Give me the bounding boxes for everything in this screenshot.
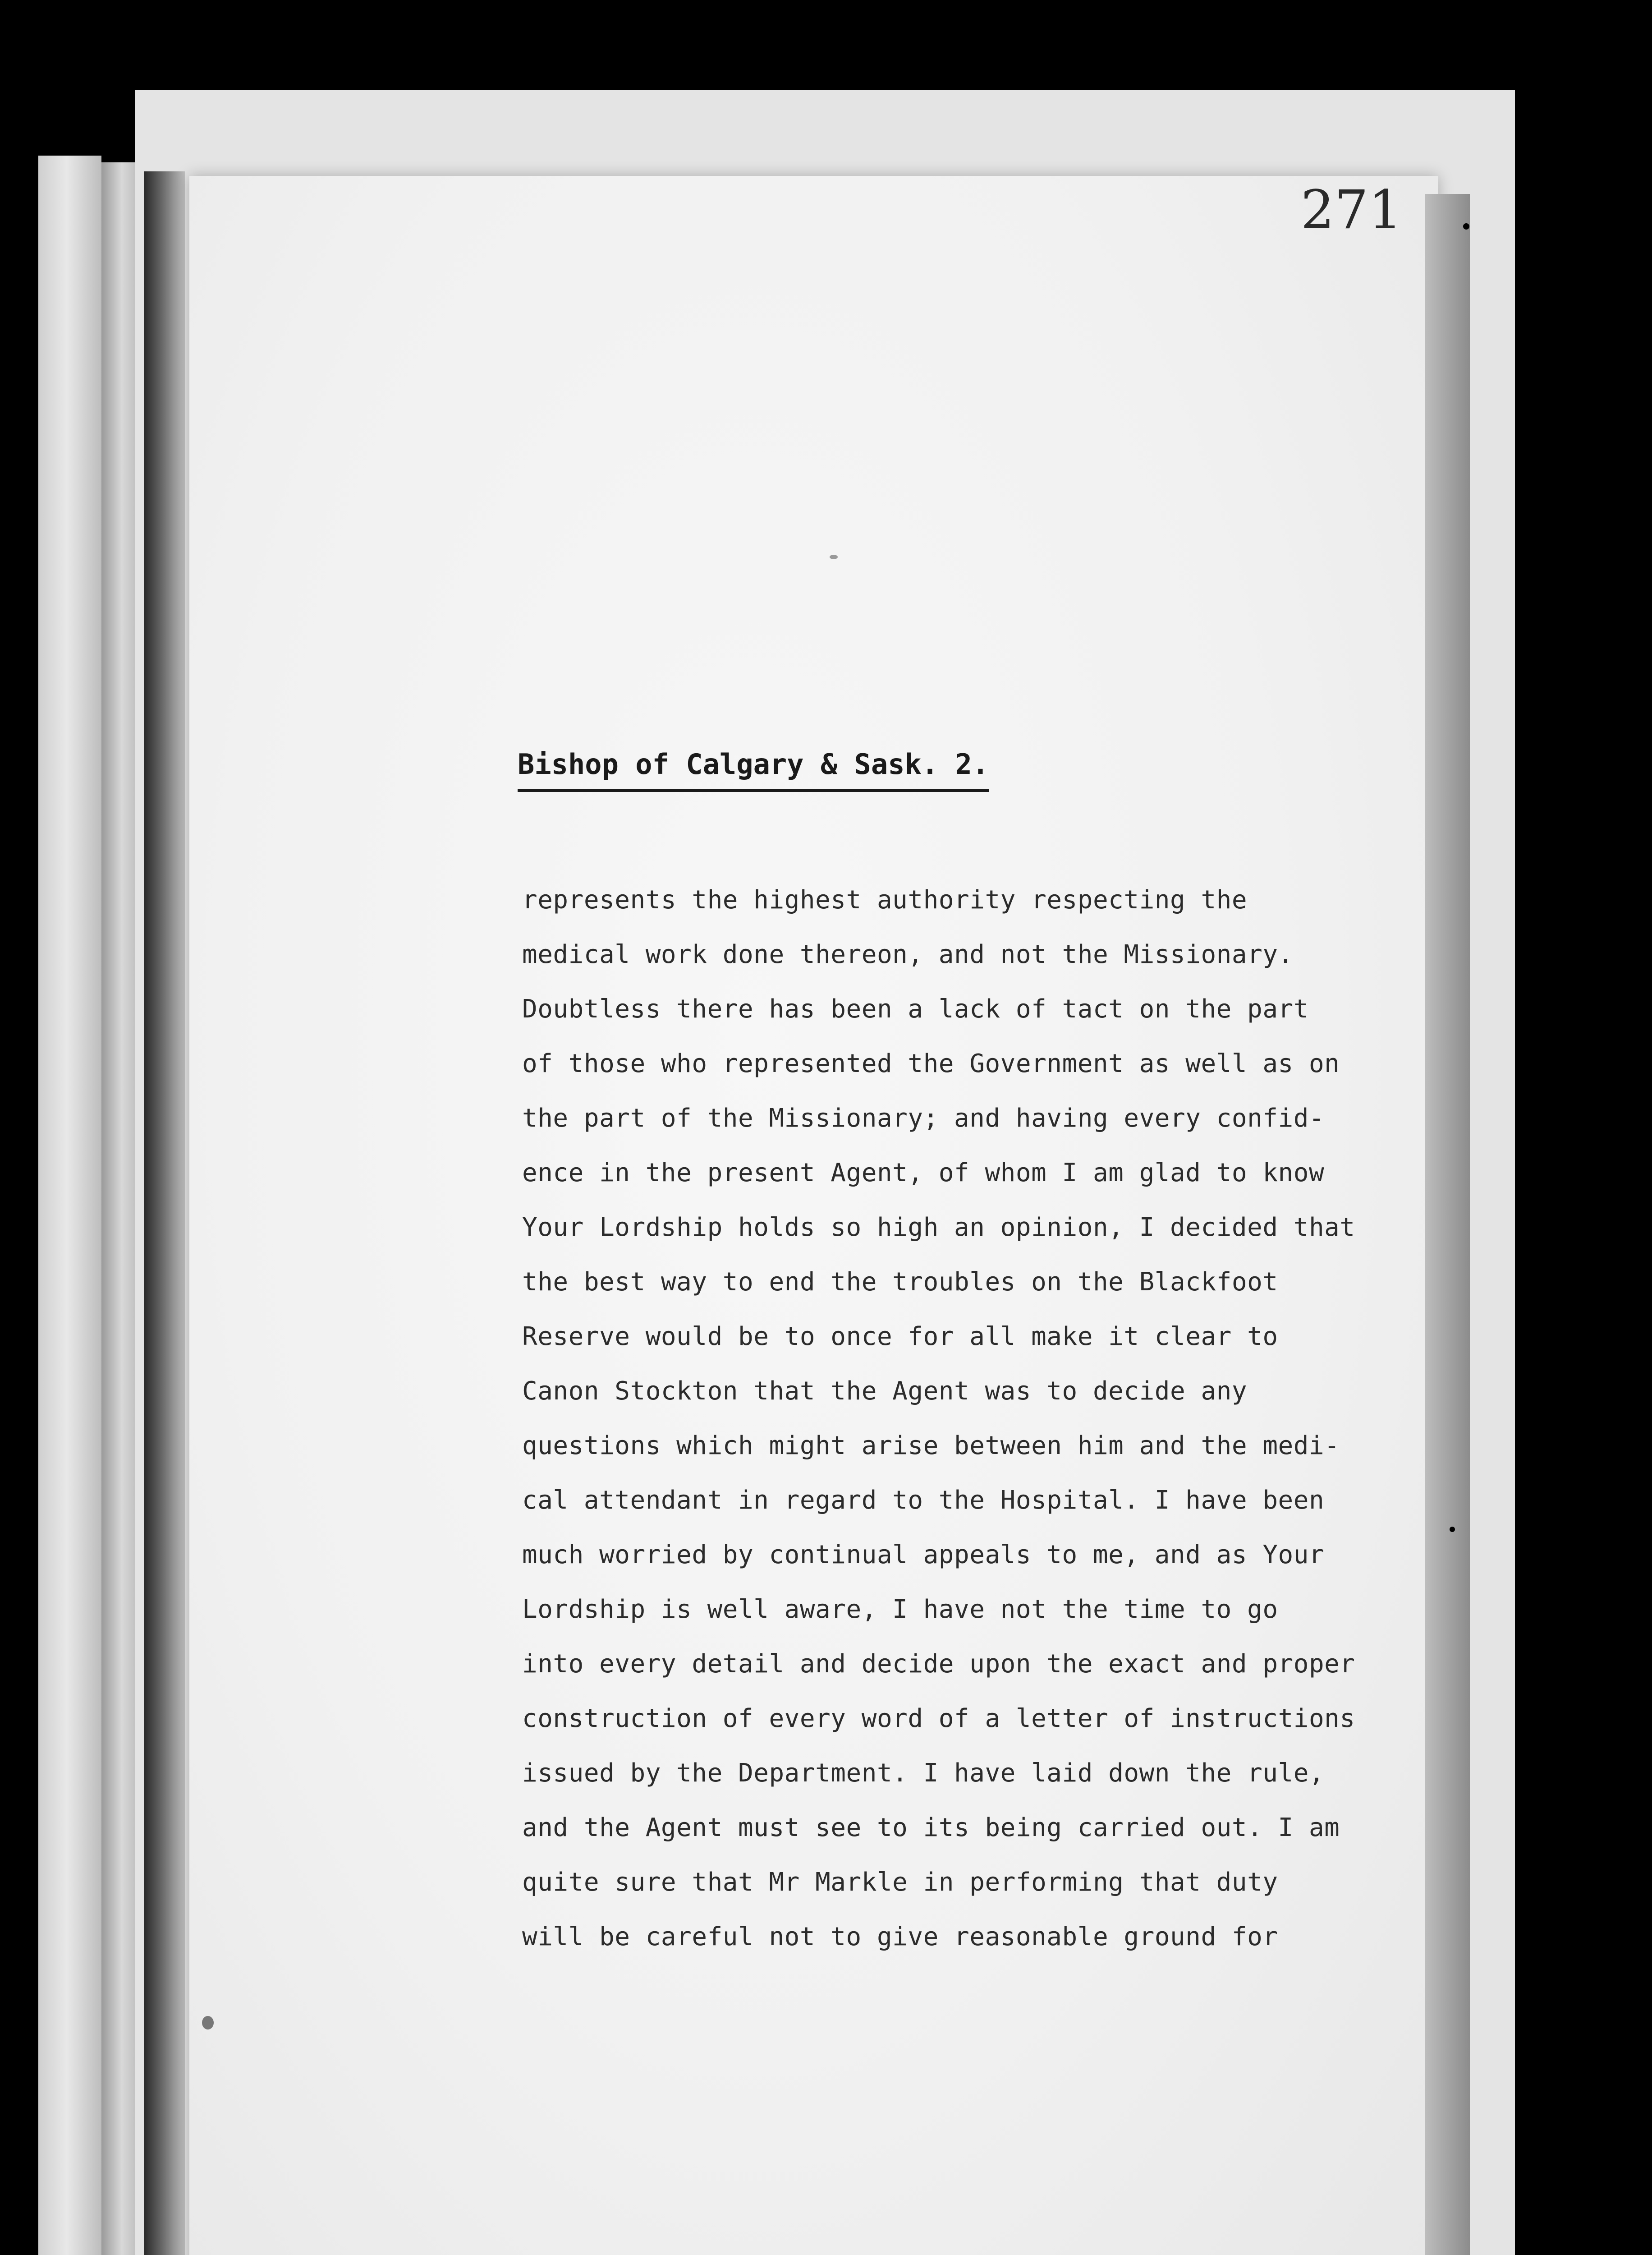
- body-line: ence in the present Agent, of whom I am glad to know: [522, 1158, 1325, 1187]
- body-line: Lordship is well aware, I have not the time to go: [522, 1595, 1278, 1624]
- body-line: the best way to end the troubles on the Blackfoot: [522, 1267, 1278, 1297]
- film-speck: [830, 555, 838, 559]
- page-heading: Bishop of Calgary & Sask. 2.: [518, 740, 989, 792]
- stacked-page-edge: [38, 156, 101, 2255]
- body-line: medical work done thereon, and not the Missionary.: [522, 940, 1294, 969]
- body-line: and the Agent must see to its being carried out. I am: [522, 1813, 1340, 1842]
- body-line: of those who represented the Government as well as on: [522, 1049, 1340, 1078]
- film-speck: [1463, 223, 1469, 230]
- body-line: will be careful not to give reasonable ground for: [522, 1922, 1278, 1951]
- body-line: Your Lordship holds so high an opinion, I decided that: [522, 1213, 1355, 1242]
- letter-body: [522, 873, 1433, 1964]
- body-line: into every detail and decide upon the exact and proper: [522, 1649, 1355, 1679]
- body-line: much worried by continual appeals to me, and as Your: [522, 1540, 1325, 1569]
- folio-number: 271: [1300, 179, 1402, 241]
- body-line: Canon Stockton that the Agent was to decide any: [522, 1376, 1248, 1406]
- body-line: issued by the Department. I have laid down the rule,: [522, 1758, 1325, 1788]
- body-line: Reserve would be to once for all make it clear to: [522, 1322, 1278, 1351]
- body-line: the part of the Missionary; and having every confid-: [522, 1104, 1325, 1133]
- body-line: questions which might arise between him and the medi-: [522, 1431, 1340, 1460]
- body-line: Doubtless there has been a lack of tact on the part: [522, 994, 1309, 1024]
- binding-shadow: [144, 171, 185, 2255]
- body-line: represents the highest authority respecting the: [522, 885, 1248, 915]
- body-line: quite sure that Mr Markle in performing that duty: [522, 1868, 1278, 1897]
- body-line: cal attendant in regard to the Hospital. I have been: [522, 1486, 1325, 1515]
- stacked-page-edge-inner: [101, 162, 135, 2255]
- punch-hole-mark: [202, 2016, 214, 2030]
- film-speck: [1450, 1527, 1455, 1532]
- body-line: construction of every word of a letter of instructions: [522, 1704, 1355, 1733]
